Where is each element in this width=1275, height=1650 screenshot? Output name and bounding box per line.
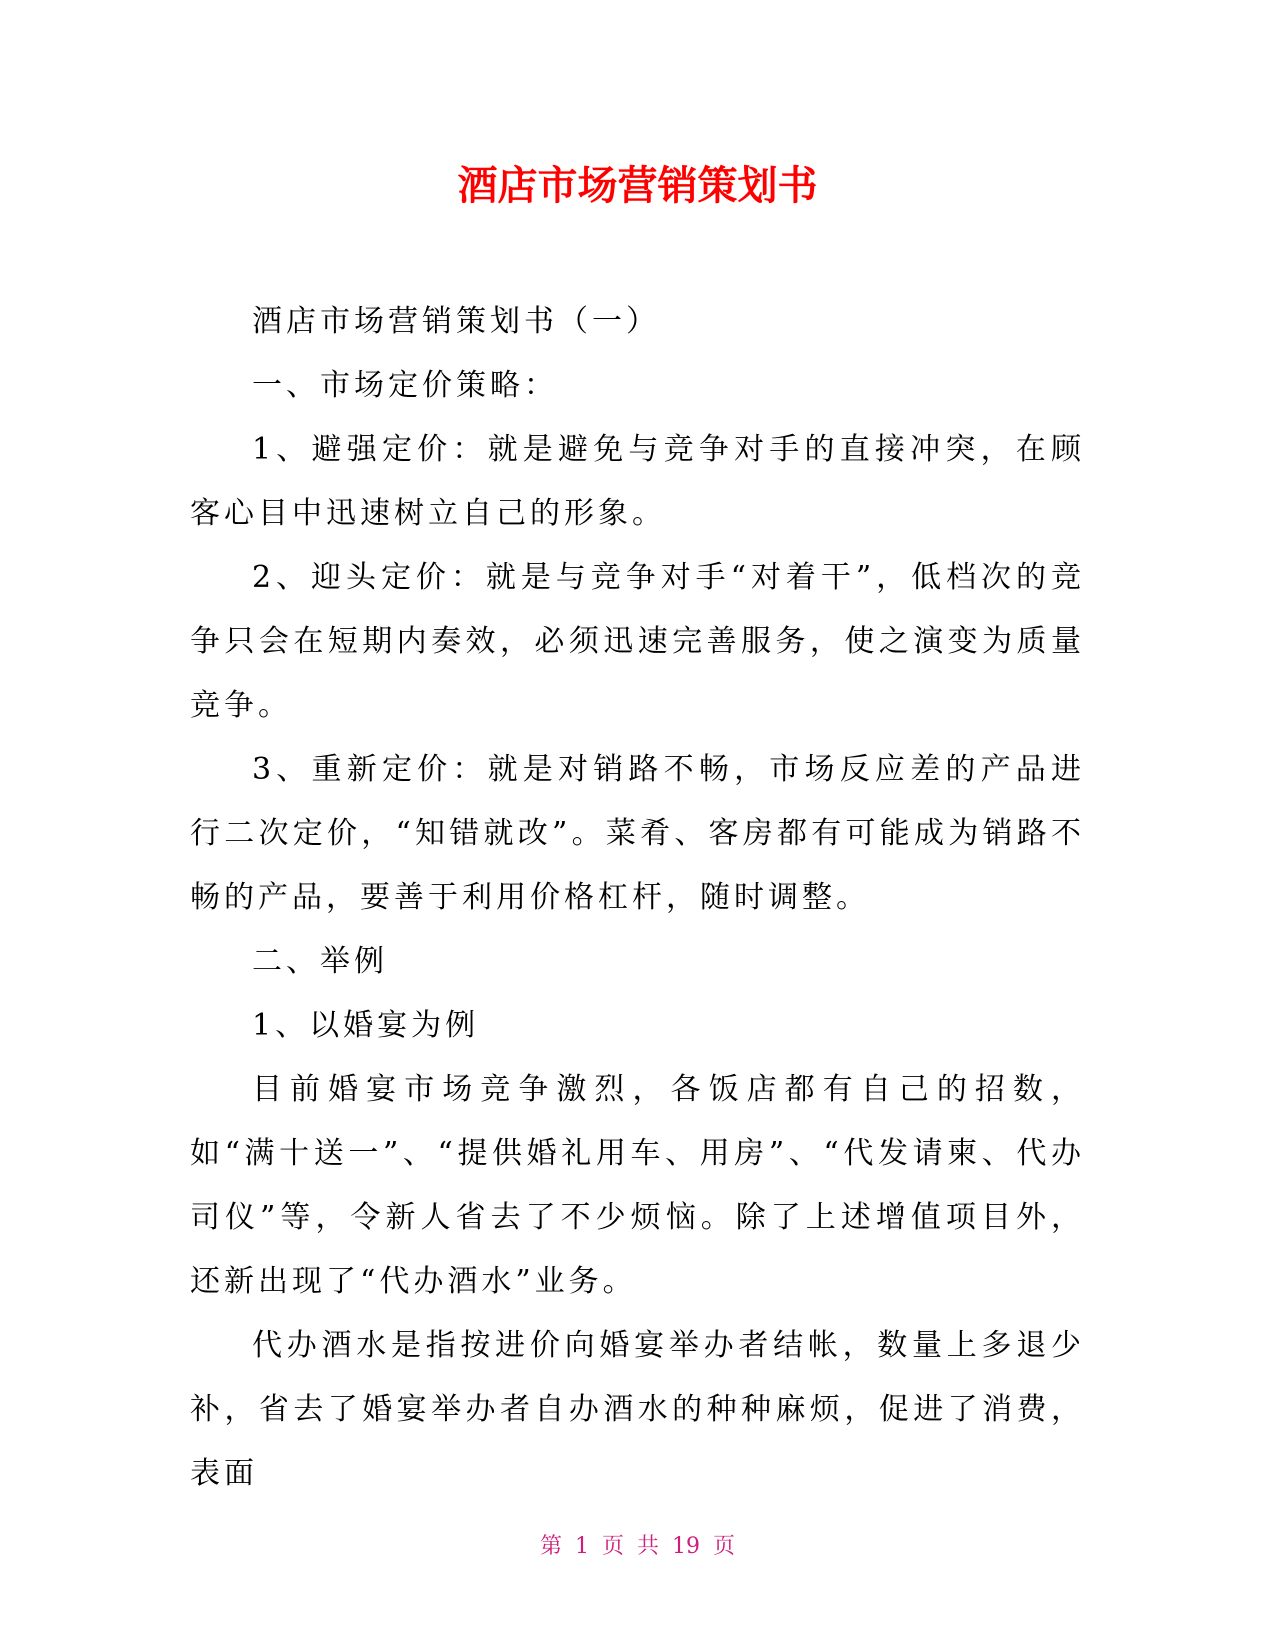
paragraph-section-1-heading: 一、市场定价策略： bbox=[252, 368, 558, 403]
page-number-footer: 第 1 页 共 19 页 bbox=[540, 1534, 735, 1559]
document-body bbox=[190, 290, 1085, 1506]
paragraph-pricing-reprice: 3、重新定价：就是对销路不畅，市场反应差的产品进行二次定价，“知错就改”。菜肴、客房都有可能成为销路不畅的产品，要善于利用价格杠杆，随时调整。 bbox=[190, 752, 1085, 915]
paragraph-wedding-drinks: 代办酒水是指按进价向婚宴举办者结帐，数量上多退少补，省去了婚宴举办者自办酒水的种种麻烦，促进了消费，表面 bbox=[190, 1328, 1085, 1491]
paragraph-pricing-avoid: 1、避强定价：就是避免与竞争对手的直接冲突，在顾客心目中迅速树立自己的形象。 bbox=[190, 432, 1085, 531]
paragraph-pricing-headon: 2、迎头定价：就是与竞争对手“对着干”，低档次的竞争只会在短期内奏效，必须迅速完善服务，使之演变为质量竞争。 bbox=[190, 560, 1085, 723]
paragraph-section-2-heading: 二、举例 bbox=[252, 944, 388, 979]
paragraph-example-wedding-heading: 1、以婚宴为例 bbox=[252, 1008, 480, 1043]
document-title: 酒店市场营销策划书 bbox=[457, 163, 818, 209]
paragraph-wedding-market: 目前婚宴市场竞争激烈，各饭店都有自己的招数，如“满十送一”、“提供婚礼用车、用房”、“代发请柬、代办司仪”等，令新人省去了不少烦恼。除了上述增值项目外，还新出现了“代办酒水”业务。 bbox=[190, 1072, 1085, 1299]
paragraph-subtitle: 酒店市场营销策划书（一） bbox=[252, 304, 660, 339]
